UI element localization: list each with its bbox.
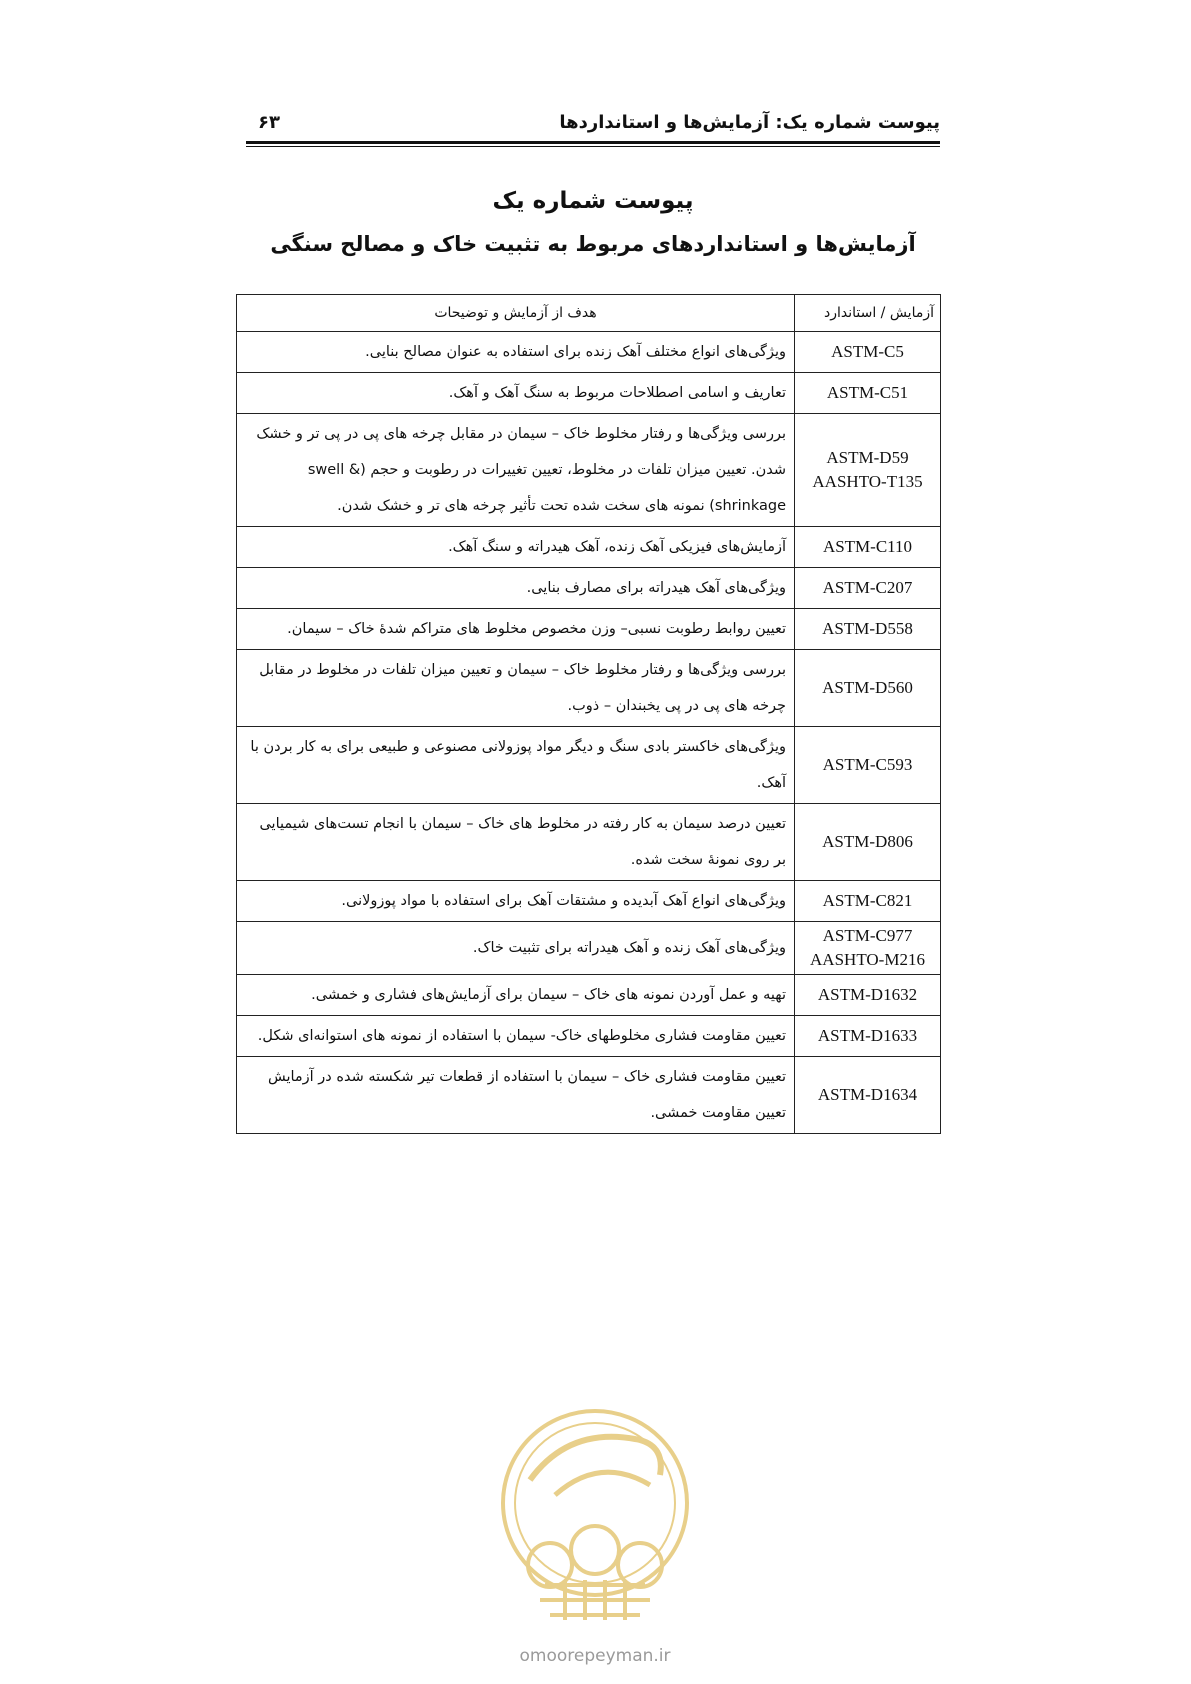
- standard-code-cell: [795, 527, 941, 568]
- table-row: [237, 414, 941, 527]
- standard-code: ASTM-C207: [822, 578, 913, 597]
- standard-code-cell: [795, 975, 941, 1016]
- table-row: [237, 1016, 941, 1057]
- standard-code: ASTM-C977: [822, 926, 913, 945]
- standard-code-cell: [795, 609, 941, 650]
- table-row: [237, 975, 941, 1016]
- standard-code-cell: [795, 414, 941, 527]
- standard-code: ASTM-C821: [822, 891, 913, 910]
- description-cell: تعیین مقاومت فشاری خاک – سیمان با استفاده از قطعات تیر شکسته شده در آزمایش تعیین مقاومت خمشی.: [237, 1057, 795, 1134]
- standard-code: ASTM-C51: [826, 383, 909, 402]
- standard-code: ASTM-D59: [826, 448, 909, 467]
- standard-code: AASHTO-T135: [812, 472, 923, 491]
- page-number: ۶۳: [258, 112, 280, 133]
- column-header-code: آزمایش / استاندارد: [795, 295, 941, 332]
- standard-code-cell: [795, 373, 941, 414]
- table-row: [237, 568, 941, 609]
- table-header-row: [237, 295, 941, 332]
- appendix-title: پیوست شماره یک: [492, 188, 694, 214]
- table-row: [237, 881, 941, 922]
- standard-code: ASTM-D560: [822, 678, 913, 697]
- header-rule: [246, 141, 940, 144]
- description-cell: تعیین مقاومت فشاری مخلوطهای خاک- سیمان با استفاده از نمونه های استوانه‌ای شکل.: [237, 1016, 795, 1057]
- standard-code: ASTM-C5: [831, 342, 904, 361]
- header-rule-thin: [246, 146, 940, 147]
- standard-code: ASTM-D1634: [817, 1085, 918, 1104]
- table-row: [237, 527, 941, 568]
- standard-code: ASTM-D1633: [817, 1026, 918, 1045]
- standard-code-cell: [795, 1016, 941, 1057]
- standard-code: ASTM-D558: [822, 619, 913, 638]
- table-row: [237, 922, 941, 975]
- description-cell: ویژگی‌های آهک زنده و آهک هیدراته برای تثبیت خاک.: [237, 922, 795, 975]
- table-row: [237, 373, 941, 414]
- standard-code-cell: [795, 922, 941, 975]
- watermark-logo-icon: [490, 1385, 700, 1635]
- table-row: [237, 727, 941, 804]
- standard-code: ASTM-C593: [822, 755, 913, 774]
- standard-code-cell: [795, 332, 941, 373]
- standards-table: [236, 294, 941, 1134]
- standard-code-cell: [795, 881, 941, 922]
- description-cell: ویژگی‌های انواع آهک آبدیده و مشتقات آهک برای استفاده با مواد پوزولانی.: [237, 881, 795, 922]
- table-row: [237, 650, 941, 727]
- standard-code-cell: [795, 650, 941, 727]
- description-cell: تهیه و عمل آوردن نمونه های خاک – سیمان برای آزمایش‌های فشاری و خمشی.: [237, 975, 795, 1016]
- description-cell: تعیین درصد سیمان به کار رفته در مخلوط های خاک – سیمان با انجام تست‌های شیمیایی بر روی نمونهٔ سخت شده.: [237, 804, 795, 881]
- table-row: [237, 804, 941, 881]
- standard-code: ASTM-D1632: [817, 985, 918, 1004]
- standard-code-cell: [795, 568, 941, 609]
- description-cell: تعیین روابط رطوبت نسبی– وزن مخصوص مخلوط های متراکم شدهٔ خاک – سیمان.: [237, 609, 795, 650]
- description-cell: ویژگی‌های خاکستر بادی سنگ و دیگر مواد پوزولانی مصنوعی و طبیعی برای به کار بردن با آهک.: [237, 727, 795, 804]
- description-cell: بررسی ویژگی‌ها و رفتار مخلوط خاک – سیمان و تعیین میزان تلفات در مخلوط در مقابل چرخه های پی در پی یخبندان – ذوب.: [237, 650, 795, 727]
- column-header-description: هدف از آزمایش و توضیحات: [237, 295, 795, 332]
- standard-code-cell: [795, 1057, 941, 1134]
- table-row: [237, 609, 941, 650]
- description-cell: ویژگی‌های آهک هیدراته برای مصارف بنایی.: [237, 568, 795, 609]
- table-row: [237, 332, 941, 373]
- description-cell: تعاریف و اسامی اصطلاحات مربوط به سنگ آهک و آهک.: [237, 373, 795, 414]
- description-cell: ویژگی‌های انواع مختلف آهک زنده برای استفاده به عنوان مصالح بنایی.: [237, 332, 795, 373]
- description-cell: بررسی ویژگی‌ها و رفتار مخلوط خاک – سیمان در مقابل چرخه های پی در پی تر و خشک شدن. تعیین میزان تلفات در مخلوط، تعیین تغییرات در رطوبت و حجم (swell & shrinkage) نمونه های سخت شده تحت تأثیر چرخه های تر و خشک شدن.: [237, 414, 795, 527]
- description-cell: آزمایش‌های فیزیکی آهک زنده، آهک هیدراته و سنگ آهک.: [237, 527, 795, 568]
- watermark-url: omoorepeyman.ir: [519, 1646, 671, 1666]
- running-title: پیوست شماره یک: آزمایش‌ها و استانداردها: [559, 112, 940, 133]
- standard-code: ASTM-D806: [822, 832, 913, 851]
- standard-code: ASTM-C110: [822, 537, 913, 556]
- appendix-subtitle: آزمایش‌ها و استانداردهای مربوط به تثبیت خاک و مصالح سنگی: [270, 232, 916, 256]
- standard-code-cell: [795, 727, 941, 804]
- standard-code: AASHTO-M216: [810, 950, 925, 969]
- standard-code-cell: [795, 804, 941, 881]
- running-header: [250, 112, 940, 140]
- table-row: [237, 1057, 941, 1134]
